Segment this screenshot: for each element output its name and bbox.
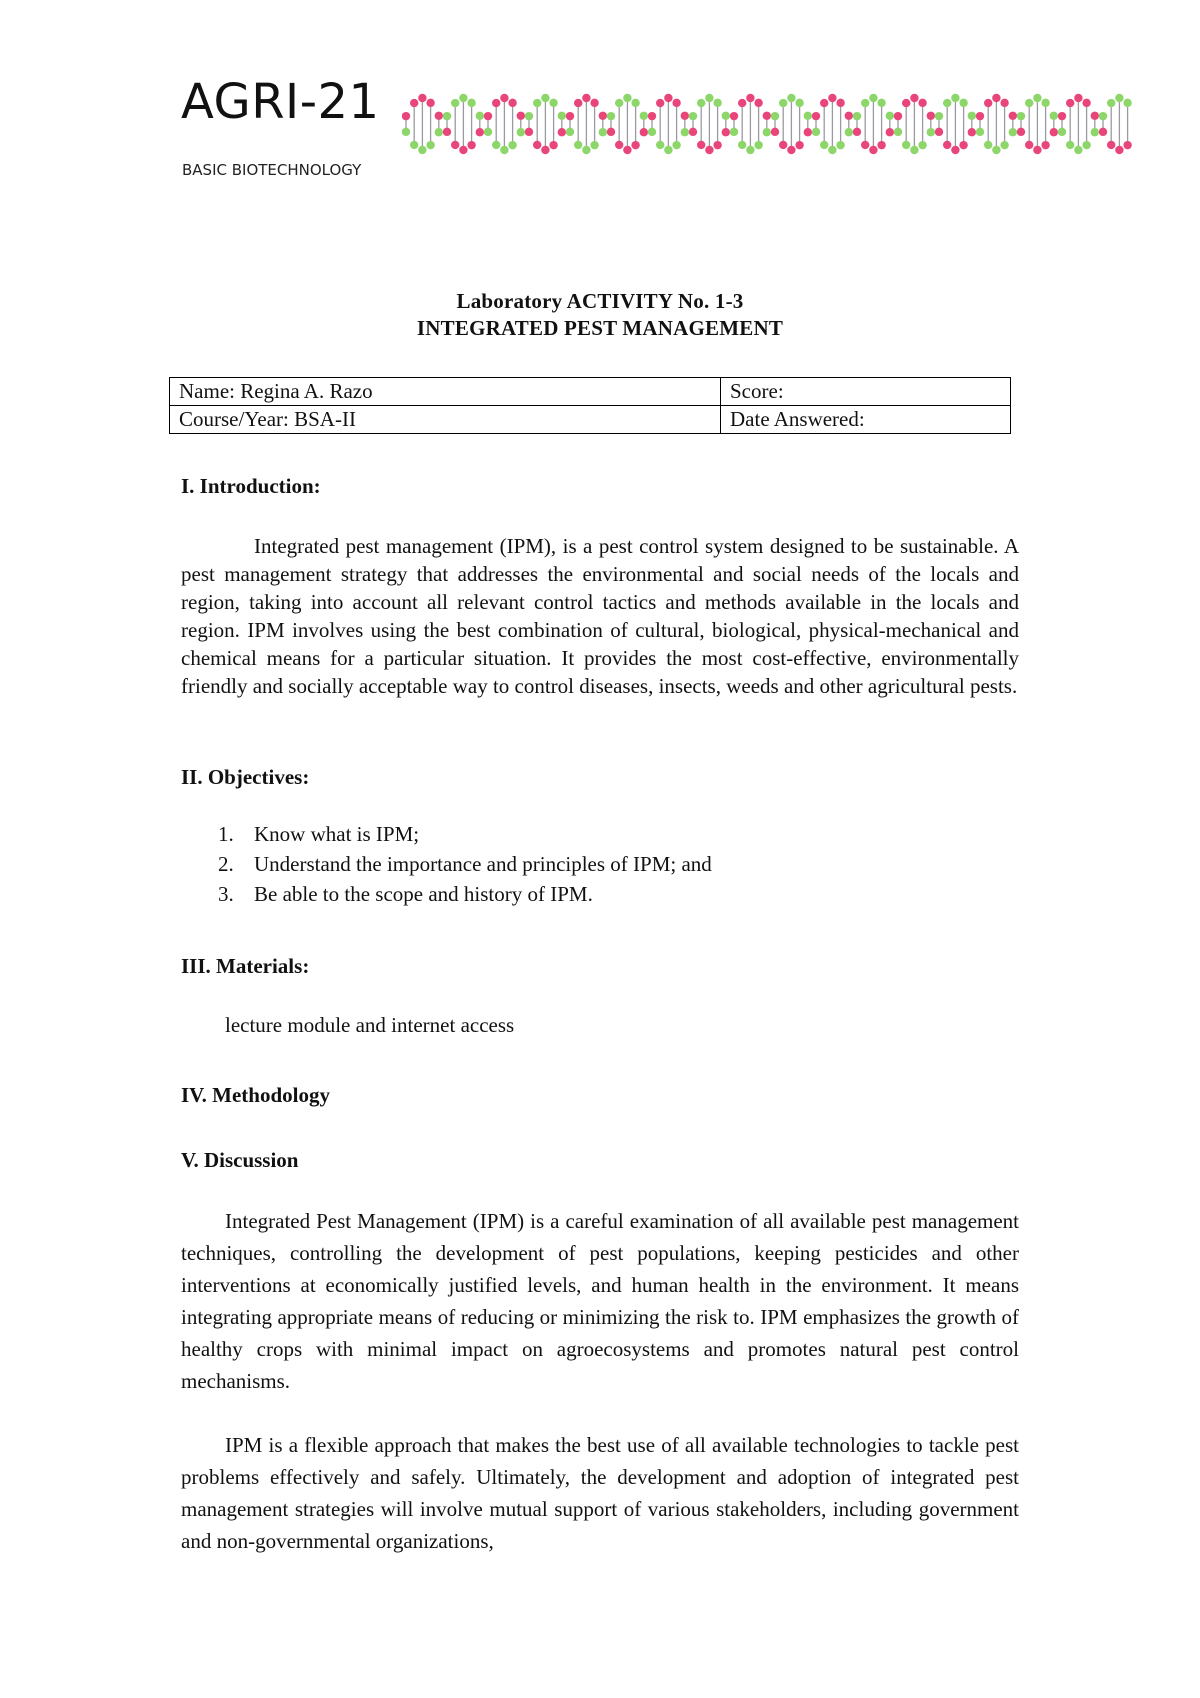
course-name: BASIC BIOTECHNOLOGY: [182, 161, 362, 179]
discussion-paragraph-1: Integrated Pest Management (IPM) is a careful examination of all available pest management techniques, controlling the development of pest populations, keeping pesticides and other interventions at economically justified levels, and human health in the environment. It means integrating appropriate means of reducing or minimizing the risk to. IPM emphasizes the growth of healthy crops with minimal impact on agroecosystems and promotes natural pest control mechanisms.: [181, 1209, 1019, 1393]
introduction-text: Integrated pest management (IPM), is a pest control system designed to be sustainable. A pest management strategy that addresses the environmental and social needs of the locals and region, taking into account all relevant control tactics and methods available in the locals and region. IPM involves using the best combination of cultural, biological, physical-mechanical and chemical means for a particular situation. It provides the most cost-effective, environmentally friendly and socially acceptable way to control diseases, insects, weeds and other agricultural pests.: [181, 534, 1019, 698]
score-cell: Score:: [721, 378, 1011, 406]
materials-heading: III. Materials:: [181, 954, 310, 978]
activity-title: Laboratory ACTIVITY No. 1-3: [456, 289, 744, 313]
list-number: 3.: [218, 882, 234, 906]
course-code: AGRI-21: [181, 74, 380, 130]
activity-subtitle: INTEGRATED PEST MANAGEMENT: [416, 316, 784, 340]
objectives-heading: II. Objectives:: [181, 765, 310, 789]
list-text: Be able to the scope and history of IPM.: [254, 882, 593, 906]
list-number: 1.: [218, 822, 234, 846]
list-text: Know what is IPM;: [254, 822, 420, 846]
dna-helix-banner-icon: [402, 84, 1132, 164]
course-year-cell: Course/Year: BSA-II: [170, 406, 721, 434]
table-row: [170, 406, 1011, 434]
list-item: [181, 849, 712, 879]
name-cell: Name: Regina A. Razo: [170, 378, 721, 406]
discussion-paragraph-2: IPM is a flexible approach that makes the best use of all available technologies to tackle pest problems effectively and safely. Ultimately, the development and adoption of integrated pest management strategies will involve mutual support of various stakeholders, including government and non-governmental organizations,: [181, 1433, 1019, 1553]
list-item: [181, 879, 712, 909]
methodology-heading: IV. Methodology: [181, 1083, 330, 1107]
objectives-list: [181, 819, 712, 909]
introduction-heading: I. Introduction:: [181, 474, 321, 498]
discussion-heading: V. Discussion: [181, 1148, 299, 1172]
table-row: [170, 378, 1011, 406]
date-answered-cell: Date Answered:: [721, 406, 1011, 434]
materials-text: lecture module and internet access: [225, 1013, 515, 1037]
student-info-table: [169, 377, 1011, 434]
list-number: 2.: [218, 852, 234, 876]
list-text: Understand the importance and principles of IPM; and: [254, 852, 712, 876]
list-item: [181, 819, 712, 849]
